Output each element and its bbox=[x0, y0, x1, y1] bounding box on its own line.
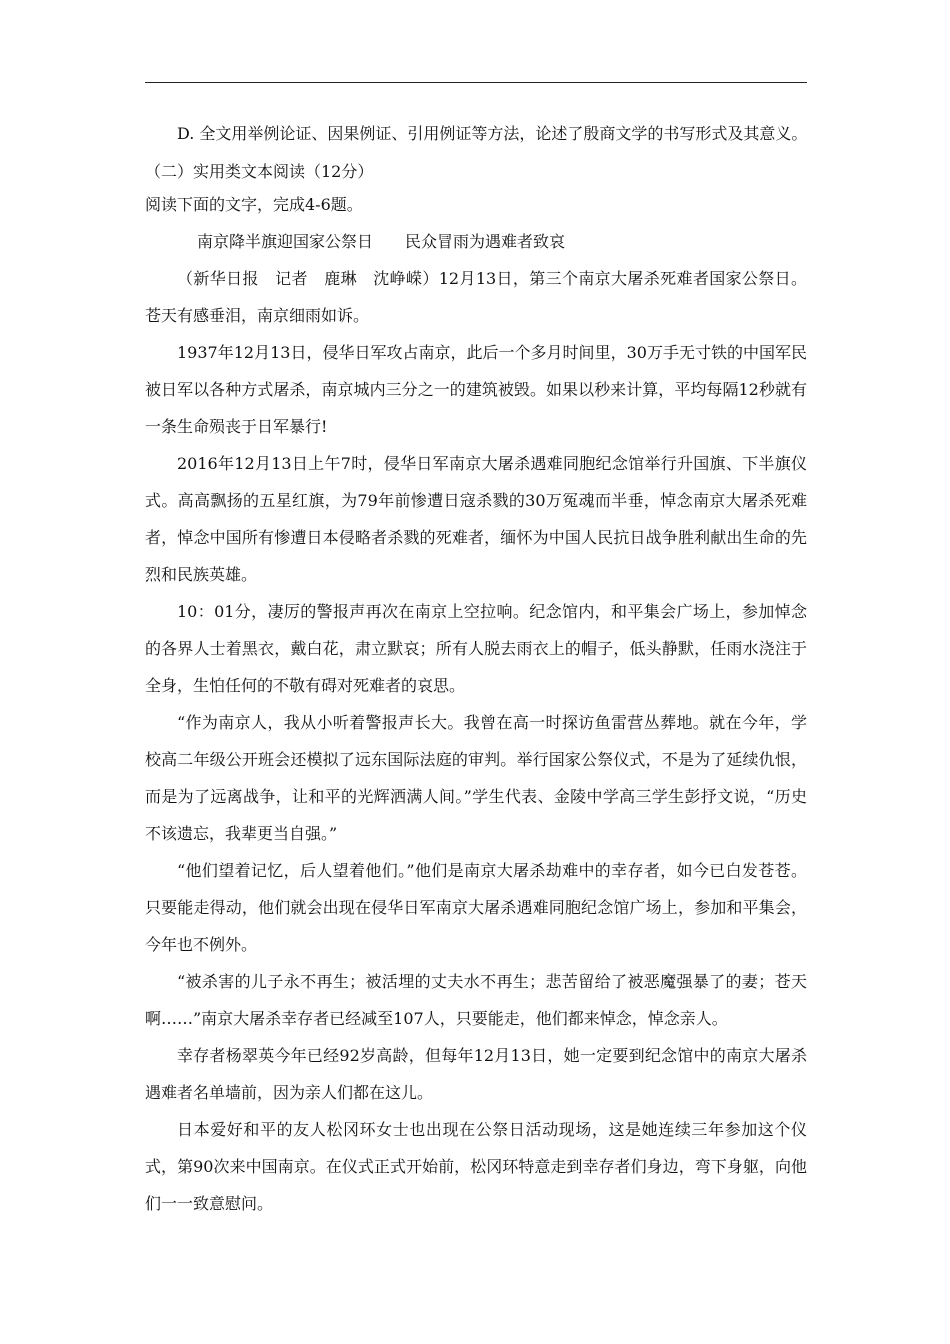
paragraph-4: 10：01分，凄厉的警报声再次在南京上空拉响。纪念馆内，和平集会广场上，参加悼念的各界人士着黑衣，戴白花，肃立默哀；所有人脱去雨衣上的帽子，低头静默，任雨水浇注于全身，生怕任何的不敬有碍对死难者的哀思。 bbox=[145, 602, 807, 695]
paragraph-7: “被杀害的儿子永不再生；被活埋的丈夫水不再生；悲苦留给了被恶魔强暴了的妻；苍天啊……”南京大屠杀幸存者已经减至107人，只要能走，他们都来悼念，悼念亲人。 bbox=[145, 972, 807, 1028]
paragraph-9: 日本爱好和平的友人松冈环女士也出现在公祭日活动现场，这是她连续三年参加这个仪式，第90次来中国南京。在仪式正式开始前，松冈环特意走到幸存者们身边，弯下身躯，向他们一一致意慰问。 bbox=[145, 1120, 807, 1213]
paragraph-2: 1937年12月13日，侵华日军攻占南京，此后一个多月时间里，30万手无寸铁的中国军民被日军以各种方式屠杀，南京城内三分之一的建筑被毁。如果以秒来计算，平均每隔12秒就有一条生命殒丧于日军暴行! bbox=[145, 343, 807, 436]
paragraph-1: （新华日报 记者 鹿琳 沈峥嵘）12月13日，第三个南京大屠杀死难者国家公祭日。苍天有感垂泪，南京细雨如诉。 bbox=[145, 269, 807, 325]
paragraph-5: “作为南京人，我从小听着警报声长大。我曾在高一时探访鱼雷营丛葬地。就在今年，学校高二年级公开班会还模拟了远东国际法庭的审判。举行国家公祭仪式，不是为了延续仇恨，而是为了远离战争，让和平的光辉洒满人间。”学生代表、金陵中学高三学生彭抒文说，“历史不该遗忘，我辈更当自强。” bbox=[145, 713, 807, 843]
paragraph-8: 幸存者杨翠英今年已经92岁高龄，但每年12月13日，她一定要到纪念馆中的南京大屠杀遇难者名单墙前，因为亲人们都在这儿。 bbox=[145, 1046, 807, 1102]
instruction-text: 阅读下面的文字，完成4-6题。 bbox=[145, 195, 363, 214]
article-body bbox=[145, 260, 807, 1222]
paragraph-6: “他们望着记忆，后人望着他们。”他们是南京大屠杀劫难中的幸存者，如今已白发苍苍。只要能走得动，他们就会出现在侵华日军南京大屠杀遇难同胞纪念馆广场上，参加和平集会，今年也不例外。 bbox=[145, 861, 807, 954]
paragraph-3: 2016年12月13日上午7时，侵华日军南京大屠杀遇难同胞纪念馆举行升国旗、下半旗仪式。高高飘扬的五星红旗，为79年前惨遭日寇杀戮的30万冤魂而半垂，悼念南京大屠杀死难者，悼念中国所有惨遭日本侵略者杀戮的死难者，缅怀为中国人民抗日战争胜利献出生命的先烈和民族英雄。 bbox=[145, 454, 807, 584]
header-rule bbox=[145, 82, 807, 83]
section-heading: （二）实用类文本阅读（12分） bbox=[145, 162, 374, 181]
article-title: 南京降半旗迎国家公祭日 民众冒雨为遇难者致哀 bbox=[197, 232, 566, 251]
option-d: D. 全文用举例论证、因果例证、引用例证等方法，论述了殷商文学的书写形式及其意义。 bbox=[177, 124, 808, 143]
